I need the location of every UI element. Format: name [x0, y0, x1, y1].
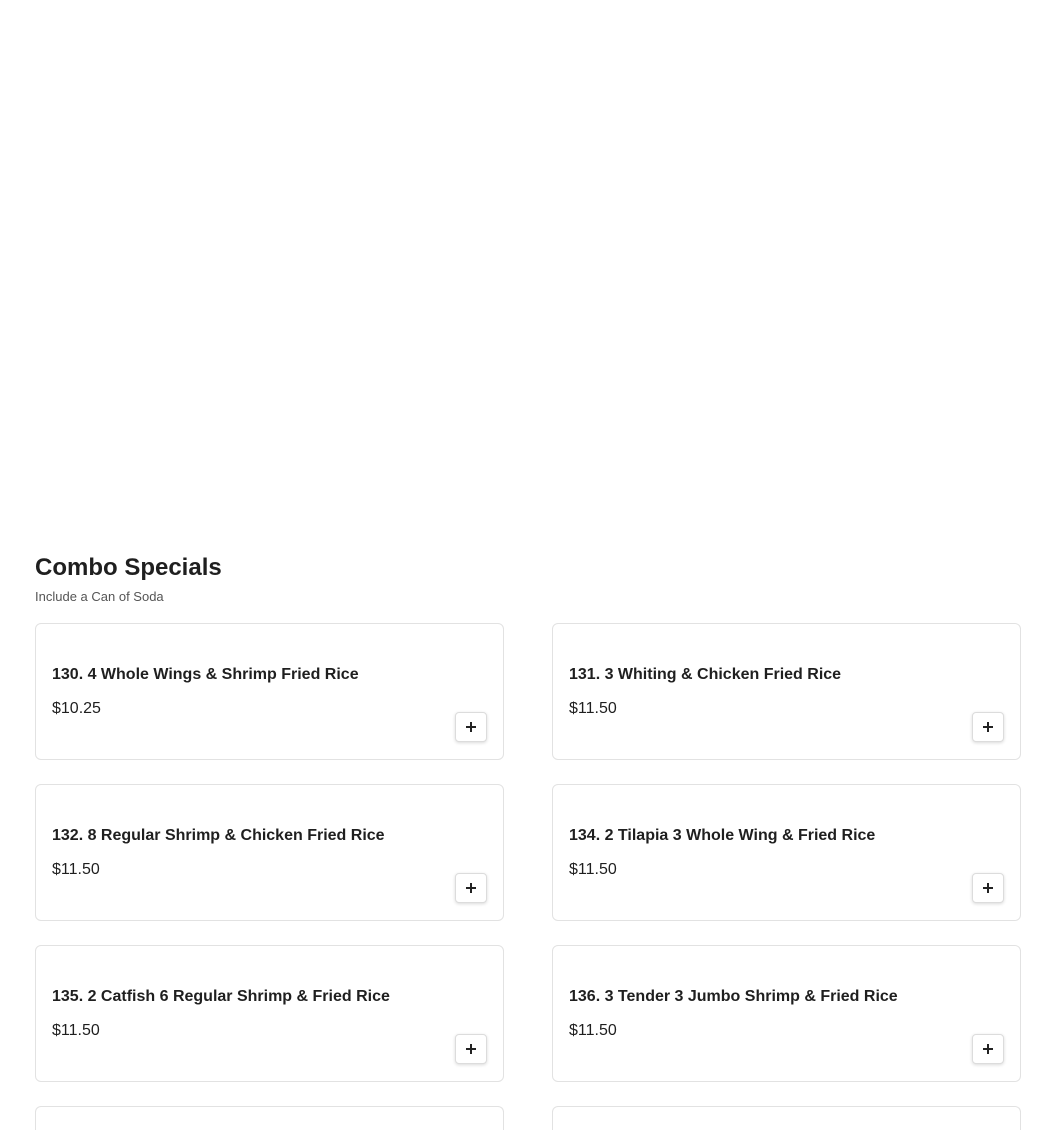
add-item-button[interactable]	[972, 873, 1004, 903]
add-item-button[interactable]	[972, 1034, 1004, 1064]
menu-item-price: $11.50	[569, 700, 617, 717]
menu-item-grid	[35, 623, 1021, 1130]
menu-item-name: 131. 3 Whiting & Chicken Fried Rice	[569, 666, 842, 683]
menu-item-card[interactable]	[35, 1106, 504, 1130]
menu-item-name: 134. 2 Tilapia 3 Whole Wing & Fried Rice	[569, 827, 876, 844]
menu-item-card[interactable]	[35, 945, 504, 1082]
combo-specials-section	[35, 552, 1021, 1039]
menu-item-price: $10.25	[52, 700, 101, 717]
plus-icon	[466, 1044, 476, 1054]
add-item-button[interactable]	[972, 712, 1004, 742]
menu-item-name: 130. 4 Whole Wings & Shrimp Fried Rice	[52, 666, 359, 683]
plus-icon	[983, 883, 993, 893]
section-subtitle: Include a Can of Soda	[35, 589, 164, 604]
menu-item-price: $11.50	[569, 861, 617, 878]
menu-item-card[interactable]	[552, 784, 1021, 921]
menu-item-price: $11.50	[52, 861, 100, 878]
menu-item-card[interactable]	[35, 623, 504, 760]
menu-item-card[interactable]	[552, 623, 1021, 760]
add-item-button[interactable]	[455, 1034, 487, 1064]
menu-item-price: $11.50	[569, 1022, 617, 1039]
menu-item-card[interactable]	[552, 945, 1021, 1082]
menu-item-card[interactable]	[35, 784, 504, 921]
menu-item-name: 135. 2 Catfish 6 Regular Shrimp & Fried Rice	[52, 988, 390, 1005]
section-title: Combo Specials	[35, 554, 222, 581]
plus-icon	[466, 883, 476, 893]
add-item-button[interactable]	[455, 712, 487, 742]
menu-item-card[interactable]	[552, 1106, 1021, 1130]
menu-item-price: $11.50	[52, 1022, 100, 1039]
menu-item-name: 132. 8 Regular Shrimp & Chicken Fried Rice	[52, 827, 385, 844]
menu-item-name: 136. 3 Tender 3 Jumbo Shrimp & Fried Rice	[569, 988, 898, 1005]
plus-icon	[983, 722, 993, 732]
add-item-button[interactable]	[455, 873, 487, 903]
plus-icon	[466, 722, 476, 732]
plus-icon	[983, 1044, 993, 1054]
